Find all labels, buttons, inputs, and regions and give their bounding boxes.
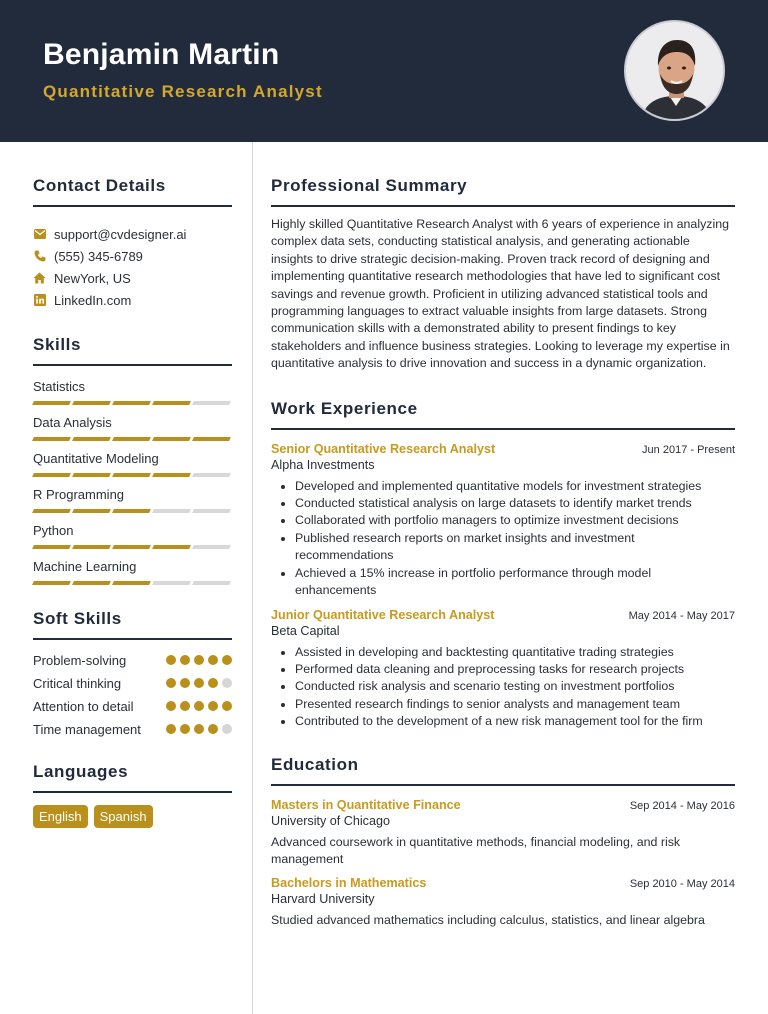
- skill-level-segment-filled: [112, 581, 151, 585]
- skill-level-segment-filled: [32, 473, 71, 477]
- skill-label: Machine Learning: [33, 559, 137, 574]
- skill-level-segment-filled: [32, 581, 71, 585]
- skill-level-segment-filled: [72, 437, 111, 441]
- job-header: [271, 442, 735, 456]
- summary-section: [271, 176, 735, 373]
- job-date: May 2014 - May 2017: [628, 609, 735, 622]
- candidate-title: Quantitative Research Analyst: [43, 82, 323, 101]
- experience-section: [271, 399, 735, 731]
- rating-dot-filled: [166, 678, 176, 688]
- rating-dot-empty: [222, 678, 232, 688]
- skill-level-segment-filled: [112, 473, 151, 477]
- contact-list: [33, 223, 232, 311]
- job-company: Beta Capital: [271, 623, 340, 638]
- skill-level-segment-empty: [152, 509, 191, 513]
- skill-level-bar: [33, 437, 232, 441]
- soft-skill-rating: [166, 701, 232, 711]
- right-column: [271, 142, 735, 930]
- job-bullet: • Achieved a 15% increase in portfolio performance through model enhancements: [295, 565, 735, 600]
- rating-dot-filled: [208, 678, 218, 688]
- portrait-image: [626, 22, 725, 121]
- skill-level-segment-empty: [192, 581, 231, 585]
- job-bullet: • Conducted risk analysis and scenario testing on investment portfolios: [295, 678, 735, 695]
- job-bullet: • Performed data cleaning and preprocessing tasks for research projects: [295, 661, 735, 678]
- soft-skill-label: Critical thinking: [33, 676, 122, 691]
- skill-level-segment-filled: [72, 545, 111, 549]
- soft-skill-rating: [166, 724, 232, 734]
- contact-location: [33, 267, 232, 289]
- languages-heading: Languages: [33, 762, 129, 781]
- contact-rule: [33, 205, 232, 207]
- job-bullet: • Presented research findings to senior analysts and management team: [295, 696, 735, 713]
- rating-dot-empty: [222, 724, 232, 734]
- contact-phone-text: (555) 345-6789: [54, 248, 143, 264]
- contact-heading: Contact Details: [33, 176, 166, 195]
- job-header: [271, 608, 735, 622]
- skill-label: Python: [33, 523, 74, 538]
- resume-header: [0, 0, 768, 142]
- rating-dot-filled: [180, 724, 190, 734]
- skill-item: [33, 414, 232, 441]
- skill-level-segment-filled: [112, 545, 151, 549]
- column-divider: [252, 142, 253, 1014]
- skill-level-segment-filled: [152, 437, 191, 441]
- languages-rule: [33, 791, 232, 793]
- experience-rule: [271, 428, 735, 430]
- contact-linkedin: [33, 289, 232, 311]
- rating-dot-filled: [208, 724, 218, 734]
- skill-level-segment-filled: [112, 509, 151, 513]
- job-bullet: • Assisted in developing and backtesting quantitative trading strategies: [295, 644, 735, 661]
- contact-linkedin-text: LinkedIn.com: [54, 292, 132, 308]
- skill-item: [33, 486, 232, 513]
- education-header: [271, 876, 735, 890]
- skill-item: [33, 450, 232, 477]
- soft-skills-list: [33, 652, 232, 738]
- education-date: Sep 2010 - May 2014: [629, 878, 735, 891]
- rating-dot-filled: [222, 655, 232, 665]
- education-date: Sep 2014 - May 2016: [629, 799, 735, 812]
- language-tag-spanish: Spanish: [94, 805, 153, 828]
- skill-level-segment-filled: [152, 545, 191, 549]
- phone-icon: [33, 250, 46, 263]
- rating-dot-filled: [166, 655, 176, 665]
- skill-level-bar: [33, 545, 232, 549]
- job-bullet: • Conducted statistical analysis on large datasets to identify market trends: [295, 495, 735, 512]
- education-entry: [271, 876, 735, 929]
- skill-level-segment-filled: [32, 509, 71, 513]
- skill-level-segment-filled: [72, 509, 111, 513]
- job-title: Junior Quantitative Research Analyst: [271, 607, 495, 622]
- soft-skill-rating: [166, 655, 232, 665]
- education-heading: Education: [271, 754, 359, 774]
- rating-dot-filled: [180, 655, 190, 665]
- skill-level-bar: [33, 509, 232, 513]
- education-section: [271, 755, 735, 930]
- skill-level-segment-filled: [112, 437, 151, 441]
- rating-dot-filled: [180, 701, 190, 711]
- soft-skill-item: [33, 721, 232, 738]
- job-title: Senior Quantitative Research Analyst: [271, 441, 496, 456]
- skill-level-segment-filled: [32, 545, 71, 549]
- skill-level-segment-filled: [112, 401, 151, 405]
- skill-level-segment-filled: [32, 401, 71, 405]
- soft-skills-rule: [33, 638, 232, 640]
- school-name: University of Chicago: [271, 813, 390, 828]
- skill-level-segment-empty: [192, 545, 231, 549]
- skill-level-segment-filled: [152, 401, 191, 405]
- soft-skill-item: [33, 698, 232, 715]
- degree-title: Bachelors in Mathematics: [271, 876, 427, 891]
- summary-text: Highly skilled Quantitative Research Analyst with 6 years of experience in analyzing complex data sets, conducting statistical analysis, and generating actionable insights to drive strategic decision-making. Proven track record of designing and implementing quantitative research methodologies that have led to significant cost savings and revenue growth. Proficient in utilizing advanced statistical tools and programming languages to extract valuable insights from large datasets. Strong communication skills with a demonstrated ability to present findings to key stakeholders and influence business strategies. Looking to leverage my expertise in quantitative analysis to drive innovation and success in a dynamic organization.: [271, 217, 730, 371]
- soft-skill-label: Attention to detail: [33, 699, 134, 714]
- soft-skill-item: [33, 675, 232, 692]
- skills-rule: [33, 364, 232, 366]
- skill-level-bar: [33, 401, 232, 405]
- skill-level-segment-empty: [152, 581, 191, 585]
- contact-email-text: support@cvdesigner.ai: [54, 226, 187, 242]
- skill-level-segment-empty: [192, 401, 231, 405]
- skills-section: [33, 335, 232, 585]
- skills-heading: Skills: [33, 335, 82, 354]
- education-header: [271, 798, 735, 812]
- rating-dot-filled: [180, 678, 190, 688]
- skill-item: [33, 558, 232, 585]
- job-bullet: • Contributed to the development of a new risk management tool for the firm: [295, 713, 735, 730]
- education-entry: [271, 798, 735, 869]
- skill-level-bar: [33, 473, 232, 477]
- skill-level-segment-empty: [192, 509, 231, 513]
- school-name: Harvard University: [271, 892, 375, 907]
- contact-section: [33, 176, 232, 311]
- rating-dot-filled: [208, 655, 218, 665]
- summary-heading: Professional Summary: [271, 176, 468, 195]
- linkedin-icon: [33, 294, 46, 307]
- profile-photo: [624, 20, 725, 121]
- job-company: Alpha Investments: [271, 457, 375, 472]
- rating-dot-filled: [194, 678, 204, 688]
- rating-dot-filled: [208, 701, 218, 711]
- skill-level-segment-filled: [72, 473, 111, 477]
- education-description: Advanced coursework in quantitative methods, financial modeling, and risk management: [271, 834, 681, 866]
- rating-dot-filled: [222, 701, 232, 711]
- job-entry: [271, 442, 735, 600]
- job-date: Jun 2017 - Present: [642, 443, 735, 456]
- skill-label: Data Analysis: [33, 415, 112, 430]
- language-tag-english: English: [33, 805, 88, 828]
- job-bullet: • Developed and implemented quantitative models for investment strategies: [295, 478, 735, 495]
- skill-level-segment-filled: [152, 473, 191, 477]
- skill-level-segment-filled: [72, 581, 111, 585]
- degree-title: Masters in Quantitative Finance: [271, 797, 461, 812]
- skill-label: R Programming: [33, 487, 125, 502]
- rating-dot-filled: [166, 701, 176, 711]
- experience-heading: Work Experience: [271, 398, 418, 418]
- soft-skill-item: [33, 652, 232, 669]
- rating-dot-filled: [166, 724, 176, 734]
- skill-item: [33, 378, 232, 405]
- languages-section: [33, 762, 232, 828]
- language-tags: [33, 805, 232, 828]
- skill-label: Statistics: [33, 379, 86, 394]
- skill-level-segment-filled: [72, 401, 111, 405]
- rating-dot-filled: [194, 655, 204, 665]
- email-icon: [33, 228, 46, 241]
- rating-dot-filled: [194, 701, 204, 711]
- candidate-name: Benjamin Martin: [43, 38, 280, 71]
- job-bullets: [295, 644, 735, 731]
- soft-skill-label: Time management: [33, 722, 141, 737]
- job-bullet: • Published research reports on market insights and investment recommendations: [295, 530, 735, 565]
- skills-list: [33, 378, 232, 585]
- job-entry: [271, 608, 735, 731]
- job-bullets: [295, 478, 735, 600]
- job-bullet: • Collaborated with portfolio managers to optimize investment decisions: [295, 512, 735, 529]
- contact-email: [33, 223, 232, 245]
- summary-rule: [271, 205, 735, 207]
- education-description: Studied advanced mathematics including calculus, statistics, and linear algebra: [271, 913, 705, 928]
- skill-level-segment-filled: [192, 437, 231, 441]
- rating-dot-filled: [194, 724, 204, 734]
- left-column: [33, 142, 232, 828]
- soft-skills-heading: Soft Skills: [33, 609, 122, 628]
- skill-label: Quantitative Modeling: [33, 451, 159, 466]
- education-rule: [271, 784, 735, 786]
- skill-level-segment-filled: [32, 437, 71, 441]
- soft-skills-section: [33, 609, 232, 738]
- contact-location-text: NewYork, US: [54, 270, 131, 286]
- contact-phone: [33, 245, 232, 267]
- home-icon: [33, 272, 46, 285]
- soft-skill-label: Problem-solving: [33, 653, 127, 668]
- skill-level-bar: [33, 581, 232, 585]
- soft-skill-rating: [166, 678, 232, 688]
- skill-item: [33, 522, 232, 549]
- skill-level-segment-empty: [192, 473, 231, 477]
